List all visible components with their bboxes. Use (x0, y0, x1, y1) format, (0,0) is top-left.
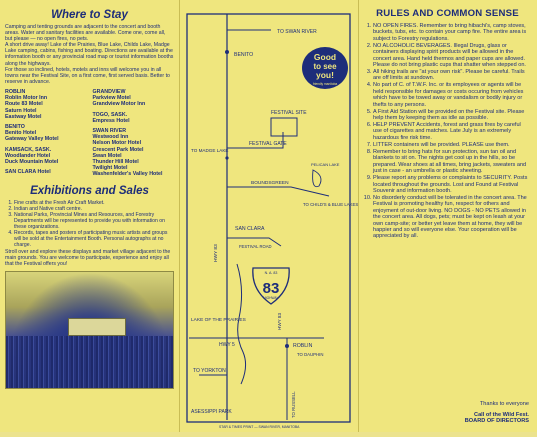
hotel-town: SAN CLARA Hotel (5, 169, 51, 176)
rule-item: 9. Please report any problems or complaints to SECURITY. Posts located throughout the grounds. Lost and Found at Festival Souvenir and information booth. (373, 175, 531, 194)
map-label-to-dauphin: TO DAUPHIN (297, 352, 324, 357)
map-label-san-clara: SAN CLARA (235, 226, 265, 232)
hotel-group (93, 112, 175, 124)
exhibitions-title: Exhibitions and Sales (30, 184, 149, 197)
pelican-lake-shape (313, 170, 321, 187)
rules-title: RULES AND COMMON SENSE (376, 8, 519, 19)
exhibition-item: 2. Indian and Native craft centre. (14, 206, 174, 212)
map-label-hwy-83: HWY 83 (214, 244, 219, 262)
signoff (465, 401, 529, 425)
map-label-festival-gate: FESTIVAL GATE (249, 141, 287, 147)
rule-item: 5. A First Aid Station will be provided on the Festival site. Please help them by keeping them as idle as possible. (373, 109, 531, 122)
map-label-swan-river: TO SWAN RIVER (277, 29, 317, 35)
rule-item: 10. No disorderly conduct will be tolerated in the concert area. The Festival is promoting healthy fun, respect for others and enjoyment of out-door living. NO DOGS - NO PETS allowed in the concert area. All dogs, pets; must be kept on leash at your own camp-site; or better yet leave them at home, they will be happier and so will everyone else. Your cooperation will be appreciated by all. (373, 195, 531, 240)
hotel-name: Eastway Motel (5, 113, 42, 120)
hotel-column-right (93, 89, 175, 182)
rule-item: 4. No part of C. of T.W.F. Inc. or its employees or agents will be held responsible for damages or costs occuring from vehicles which have to be towed away or vandalism or bodily injury or thefts to any persons. (373, 82, 531, 108)
map-label-to-yorkton: TO YORKTON (193, 368, 226, 374)
hotel-group (5, 124, 87, 143)
hotel-column-left (5, 89, 87, 182)
benito-marker (225, 50, 229, 54)
hotel-name: Swan Motel (92, 152, 122, 159)
map-label-boundsgreen: BOUNDSGREEN (251, 181, 289, 186)
map-label-roblin: ROBLIN (293, 343, 313, 349)
road-boundsgreen (227, 187, 329, 196)
map-label-to-russell: TO RUSSELL (291, 391, 296, 418)
rule-item: 3. All hiking trails are "at your own risk". Please be careful. Trails are off limits at sundown. (373, 69, 531, 82)
rule-item: 6. HELP PREVENT Accidents, forest and grass fires by careful use of cigarettes and matches. Late July is an extremely hazardous fire risk time. (373, 122, 531, 141)
map-label-festival-road: FESTIVAL ROAD (239, 244, 272, 249)
badge-line-2: to see (313, 62, 337, 71)
map-label-asessippi: ASESSIPPI PARK (191, 409, 232, 415)
hotel-town: KAMSACK, SASK. (5, 146, 52, 153)
hotel-name: Route 83 Motel (5, 101, 43, 108)
hotel-town: TOGO, SASK. (92, 111, 128, 118)
map-label-hwy-83-south: HWY 83 (277, 312, 282, 330)
hotel-name: Washenfelder's Valley Hotel (92, 171, 163, 178)
rule-item: 1. NO OPEN FIRES. Remember to bring hibachi's, camp stoves, buckets, tubs, etc. to contain your camp fire. The entire area is subject to Forestry regulations. (373, 23, 531, 42)
good-to-see-you-badge (302, 47, 348, 89)
hotel-name: Crescent Park Motel (92, 146, 144, 153)
rule-item: 2. NO ALCOHOLIC BEVERAGES. Illegal Drugs, glass or containers displaying spirit products will be allowed in the concert area. Hand held thermos and paper cups are allowed. Please do not bring plastic cups that shatter when stepped on. (373, 43, 531, 69)
hotel-name: Thunder Hill Motel (92, 158, 139, 165)
where-to-stay-title: Where to Stay (51, 9, 128, 21)
hotel-group (93, 128, 175, 178)
hotel-name: Westwood Inn (92, 134, 129, 141)
badge-line-1: Good (313, 52, 337, 62)
hotel-name: Nelson Motor Hotel (92, 140, 142, 147)
exhibition-item: 4. Records, tapes and posters of participating music artists and groups will be sold at the Entertainment Booth. Personal autographs at no charge. (14, 230, 174, 248)
stage-shape (68, 318, 126, 336)
highway-83-shield (253, 268, 289, 304)
hotel-name: Saturn Hotel (5, 107, 37, 114)
lake-of-the-prairies-shape (237, 264, 246, 384)
hotel-town: SWAN RIVER (92, 127, 127, 134)
exhibitions-list (5, 200, 174, 248)
hotel-name: Roblin Motor Inn (5, 95, 48, 102)
hotel-name: Grandview Motor Inn (92, 101, 146, 108)
hotel-name: Duck Mountain Motel (5, 158, 59, 165)
shield-bottom-text: HIGHWAY (263, 296, 279, 300)
hotel-name: Parkview Motel (92, 95, 131, 102)
hotel-list (5, 89, 174, 182)
festival-site-box (271, 118, 297, 136)
hotel-town: ROBLIN (5, 88, 26, 95)
hotel-group (5, 89, 87, 120)
hotel-town: GRANDVIEW (92, 88, 126, 95)
rules-list (364, 23, 531, 240)
thanks-text: Thanks to everyone (479, 401, 529, 408)
shield-route-number: 83 (262, 280, 280, 297)
rule-item: 8. Remember to bring hats for sun protection, sun tan oil and blankets to sit on. The nights get cool up in the hills, so be prepared. Wear shoes at all times, bring jackets, sweaters and just in case - an umbrella or plastic sheeting. (373, 149, 531, 175)
hotel-town: BENITO (5, 123, 25, 130)
hotel-name: Woodlander Hotel (5, 152, 51, 159)
rules-panel (358, 0, 537, 432)
map-label-festival-site: FESTIVAL SITE (271, 110, 307, 116)
hotel-name: Empress Hotel (92, 117, 130, 124)
signoff-line-1: Call of the Wild Fest. (474, 411, 529, 418)
concert-crowd-photo (5, 271, 174, 389)
rule-item: 7. LITTER containers will be provided. PLEASE use them. (373, 142, 531, 148)
hotel-name: Twilight Motel (92, 165, 128, 172)
hotel-group (5, 169, 87, 175)
shield-top-text: N. A. 83 (264, 271, 278, 275)
exhibition-item: 3. National Parks, Provincial Mines and Resources, and Forestry Departments will be represented to provide you with information on these organizations. (14, 212, 174, 230)
map-label-lake-of-the-prairies: LAKE OF THE PRAIRIES (191, 318, 246, 323)
map-label-pelican-lake: PELICAN LAKE (311, 162, 340, 167)
badge-line-3: you! (316, 70, 334, 80)
map-label-childs-lake: TO CHILD'S & BLUE LAKES (303, 202, 358, 207)
directions-map (179, 0, 358, 432)
map-label-benito: BENITO (234, 52, 254, 58)
crowd-shape (6, 336, 173, 388)
map-label-madge-lake: TO MADGE LAKE (191, 148, 229, 153)
hotel-name: Benito Hotel (5, 130, 37, 137)
map-panel (179, 0, 358, 432)
where-to-stay-panel (0, 0, 179, 432)
map-label-hwy-5: HWY 5 (219, 342, 235, 348)
exhibitions-outro: Stroll over and explore these displays and market village adjacent to the main grounds. You are welcome to participate, experience and enjoy all that the Festival offers you! (5, 248, 171, 267)
junction-marker (225, 156, 228, 159)
signoff-line-2: BOARD OF DIRECTORS (464, 418, 529, 425)
where-to-stay-intro: Camping and tenting grounds are adjacent to the concert and booth areas. Water and sanitary facilities are available. Come one, come all, but please — no open fires, no pets. A short drive away! Lake of the Prairies, Blue Lake, Childs Lake, Madge Lake camping, cabins, fishing and boating. Directions are available at the information booth or any provincial road map or tourist information booths along the highways. For those so inclined, hotels, motels and inns will welcome you in all towns near the Festival Site, on a first come, first served basis. Better to reserve in advance. (5, 24, 174, 85)
roblin-marker (285, 344, 289, 348)
hotel-group (5, 147, 87, 166)
hotel-name: Gateway Valley Motel (5, 136, 59, 143)
exhibition-item: 1. Fine crafts at the Fresh Air Craft Market. (14, 200, 174, 206)
badge-line-4: friendly manitoba (312, 82, 338, 86)
hotel-group (93, 89, 175, 108)
print-credit: STAR & TIMES PRINT — SWAN RIVER, MANITOBA (219, 425, 300, 429)
